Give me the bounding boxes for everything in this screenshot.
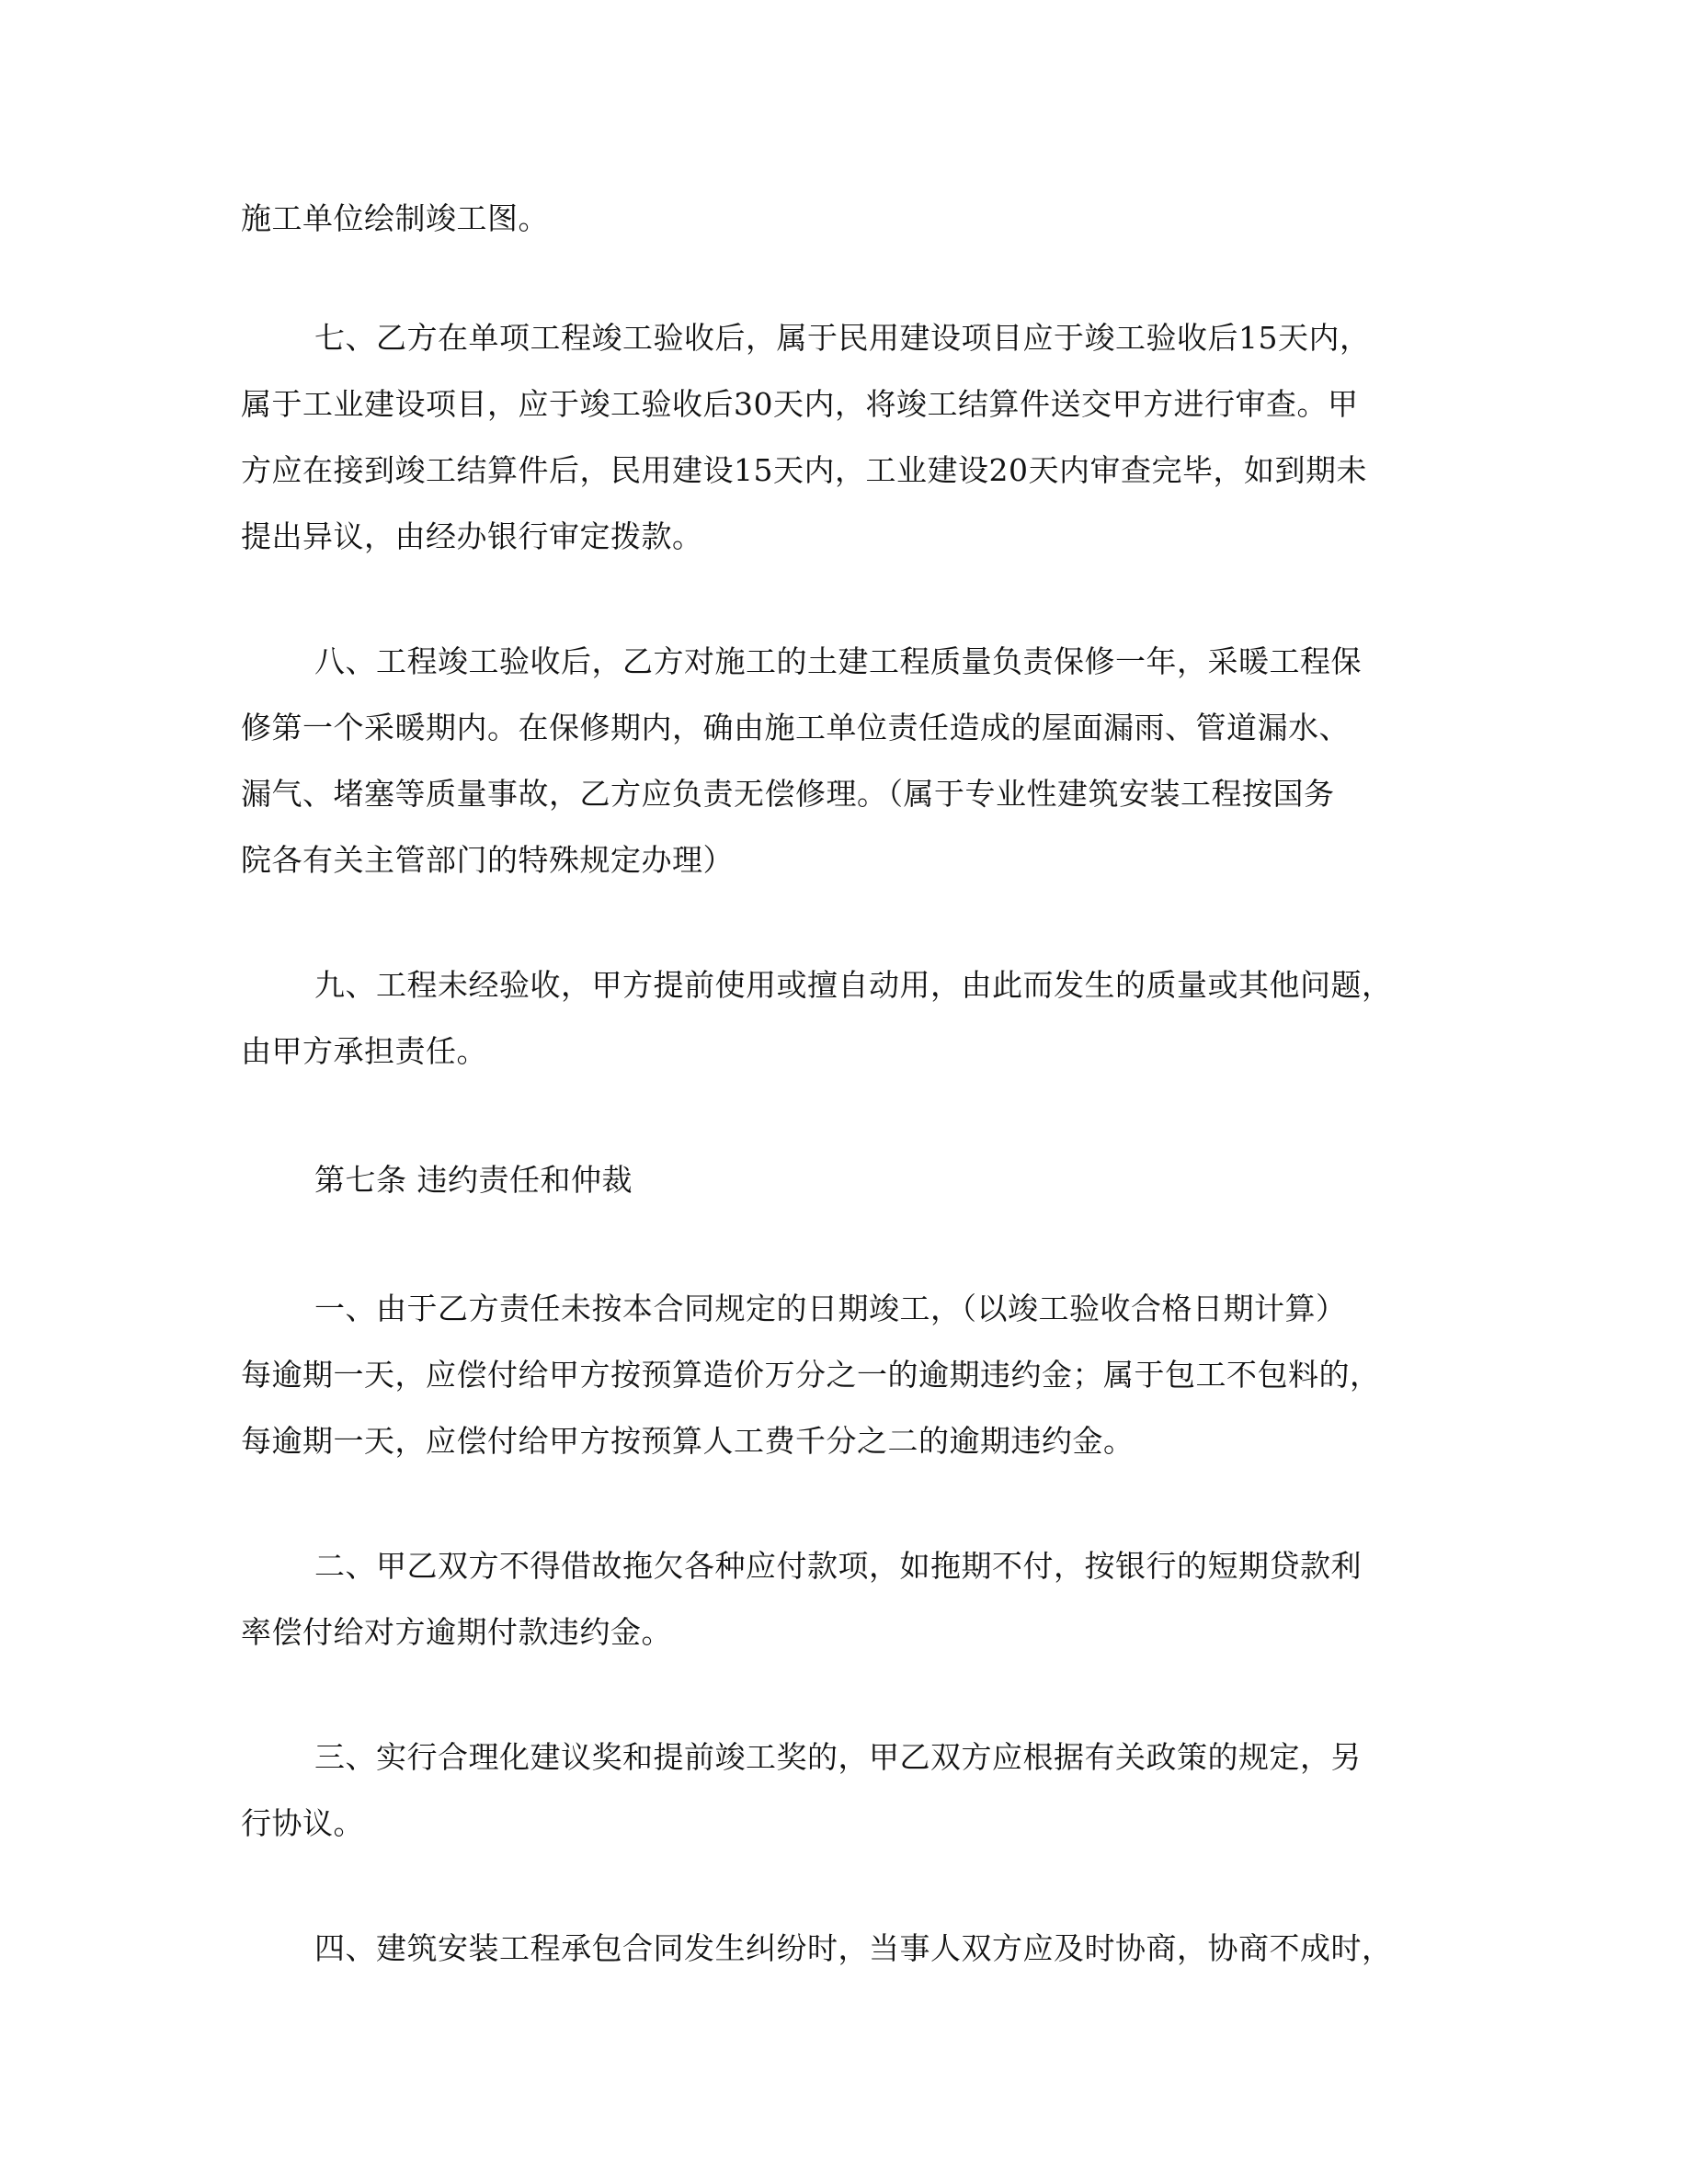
text-line: 一、由于乙方责任未按本合同规定的日期竣工，（以竣工验收合格日期计算）	[314, 1291, 1347, 1326]
text-line: 提出异议，由经办银行审定拨款。	[241, 518, 703, 554]
text-line: 八、工程竣工验收后，乙方对施工的土建工程质量负责保修一年，采暖工程保	[314, 643, 1362, 679]
text-line: 方应在接到竣工结算件后，民用建设15天内，工业建设20天内审查完毕，如到期未	[241, 452, 1367, 488]
text-line: 漏气、堵塞等质量事故，乙方应负责无偿修理。（属于专业性建筑安装工程按国务	[241, 776, 1335, 812]
text-line: 每逾期一天，应偿付给甲方按预算人工费千分之二的逾期违约金。	[241, 1423, 1135, 1459]
text-line: 院各有关主管部门的特殊规定办理）	[241, 842, 734, 878]
text-line: 每逾期一天，应偿付给甲方按预算造价万分之一的逾期违约金；属于包工不包料的，	[241, 1357, 1381, 1393]
text-line: 七、乙方在单项工程竣工验收后，属于民用建设项目应于竣工验收后15天内，	[314, 320, 1371, 356]
section-heading: 第七条 违约责任和仲裁	[314, 1162, 633, 1198]
text-line: 率偿付给对方逾期付款违约金。	[241, 1614, 672, 1650]
text-line: 属于工业建设项目，应于竣工验收后30天内，将竣工结算件送交甲方进行审查。甲	[241, 386, 1359, 422]
text-line: 九、工程未经验收，甲方提前使用或擅自动用，由此而发生的质量或其他问题，	[314, 967, 1393, 1003]
text-line: 二、甲乙双方不得借故拖欠各种应付款项，如拖期不付，按银行的短期贷款利	[314, 1548, 1362, 1584]
text-line: 四、建筑安装工程承包合同发生纠纷时，当事人双方应及时协商，协商不成时，	[314, 1930, 1393, 1966]
text-line: 修第一个采暖期内。在保修期内，确由施工单位责任造成的屋面漏雨、管道漏水、	[241, 710, 1350, 745]
text-line: 行协议。	[241, 1805, 364, 1841]
text-line: 三、实行合理化建议奖和提前竣工奖的，甲乙双方应根据有关政策的规定，另	[314, 1739, 1362, 1775]
text-line: 施工单位绘制竣工图。	[241, 200, 549, 236]
text-line: 由甲方承担责任。	[241, 1033, 487, 1069]
